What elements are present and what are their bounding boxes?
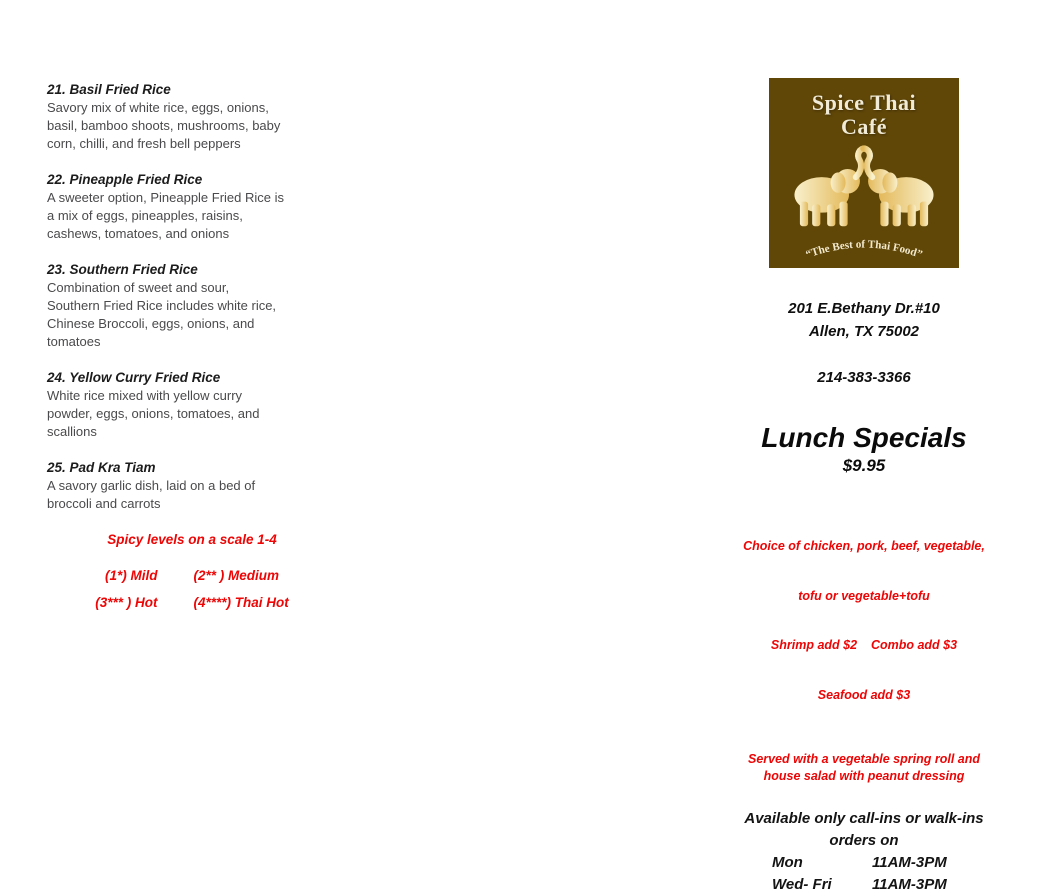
spicy-level-medium: (2** ) Medium <box>193 568 279 583</box>
served-line: Served with a vegetable spring roll and <box>747 752 980 766</box>
restaurant-info-column <box>690 0 1038 896</box>
restaurant-logo <box>769 78 959 268</box>
availability-block <box>690 808 1038 852</box>
item-description-line: A savory garlic dish, laid on a bed of <box>47 478 256 493</box>
item-description-line: Combination of sweet and sour, <box>47 280 230 295</box>
elephants-icon <box>789 140 939 232</box>
spicy-level-thai-hot: (4****) Thai Hot <box>193 595 289 610</box>
lunch-specials-title: Lunch Specials <box>761 422 967 453</box>
hours-row-mon <box>690 852 1038 874</box>
item-description-line: White rice mixed with yellow curry <box>47 388 243 403</box>
menu-items-column <box>47 81 347 612</box>
item-title: 24. Yellow Curry Fried Rice <box>47 370 221 385</box>
address-block <box>690 297 1038 343</box>
item-description-line: basil, bamboo shoots, mushrooms, baby <box>47 118 281 133</box>
logo-slogan-arc <box>773 229 955 268</box>
item-description-line: A sweeter option, Pineapple Fried Rice is <box>47 190 285 205</box>
choice-line: Choice of chicken, pork, beef, vegetable, <box>743 539 985 553</box>
item-title: 21. Basil Fried Rice <box>47 82 171 97</box>
menu-item-21 <box>47 81 347 153</box>
spicy-levels-heading: Spicy levels on a scale 1-4 <box>107 532 277 547</box>
phone-number: 214-383-3366 <box>817 369 911 386</box>
logo-title <box>812 91 916 139</box>
availability-line1: Available only call-ins or walk-ins <box>744 810 984 827</box>
item-description-line: Savory mix of white rice, eggs, onions, <box>47 100 269 115</box>
item-description-line: Southern Fried Rice includes white rice, <box>47 298 277 313</box>
logo-title-line2: Café <box>841 114 887 139</box>
item-title: 22. Pineapple Fried Rice <box>47 172 203 187</box>
menu-item-25 <box>47 459 347 513</box>
item-description-line: Chinese Broccoli, eggs, onions, and <box>47 316 255 331</box>
menu-item-23 <box>47 261 347 351</box>
choice-line: tofu or vegetable+tofu <box>798 588 930 603</box>
item-title: 25. Pad Kra Tiam <box>47 460 156 475</box>
spicy-level-row <box>47 567 337 585</box>
choice-line: Shrimp add $2 Combo add $3 <box>770 638 958 652</box>
served-with-block <box>690 751 1038 784</box>
item-description-line: powder, eggs, onions, tomatoes, and <box>47 406 260 421</box>
hours-day: Wed- Fri <box>772 876 832 893</box>
logo-title-line1: Spice Thai <box>811 90 917 115</box>
lunch-specials-price: $9.95 <box>842 456 886 475</box>
protein-choice-block <box>690 505 1038 736</box>
svg-text:“The Best of Thai Food” <box>804 239 924 262</box>
item-description-line: cashews, tomatoes, and onions <box>47 226 230 241</box>
hours-time: 11AM-3PM <box>872 854 947 871</box>
hours-day: Mon <box>772 854 803 871</box>
spicy-level-hot: (3*** ) Hot <box>95 595 158 610</box>
item-title: 23. Southern Fried Rice <box>47 262 198 277</box>
availability-line2: orders on <box>829 832 899 849</box>
address-line1: 201 E.Bethany Dr.#10 <box>788 300 940 317</box>
menu-item-24 <box>47 369 347 441</box>
item-description-line: corn, chilli, and fresh bell peppers <box>47 136 241 151</box>
choice-line: Seafood add $3 <box>817 687 911 702</box>
item-description-line: tomatoes <box>47 334 101 349</box>
served-line: house salad with peanut dressing <box>763 768 965 783</box>
item-description-line: scallions <box>47 424 97 439</box>
menu-item-22 <box>47 171 347 243</box>
spicy-level-mild: (1*) Mild <box>104 568 158 583</box>
logo-slogan-text: “The Best of Thai Food” <box>804 238 924 261</box>
hours-row-wed-fri <box>690 874 1038 896</box>
item-description-line: a mix of eggs, pineapples, raisins, <box>47 208 243 223</box>
spicy-level-row <box>47 594 337 612</box>
hours-time: 11AM-3PM <box>872 876 947 893</box>
address-line2: Allen, TX 75002 <box>808 323 920 340</box>
item-description-line: broccoli and carrots <box>47 496 161 511</box>
spicy-levels-section <box>47 531 337 612</box>
